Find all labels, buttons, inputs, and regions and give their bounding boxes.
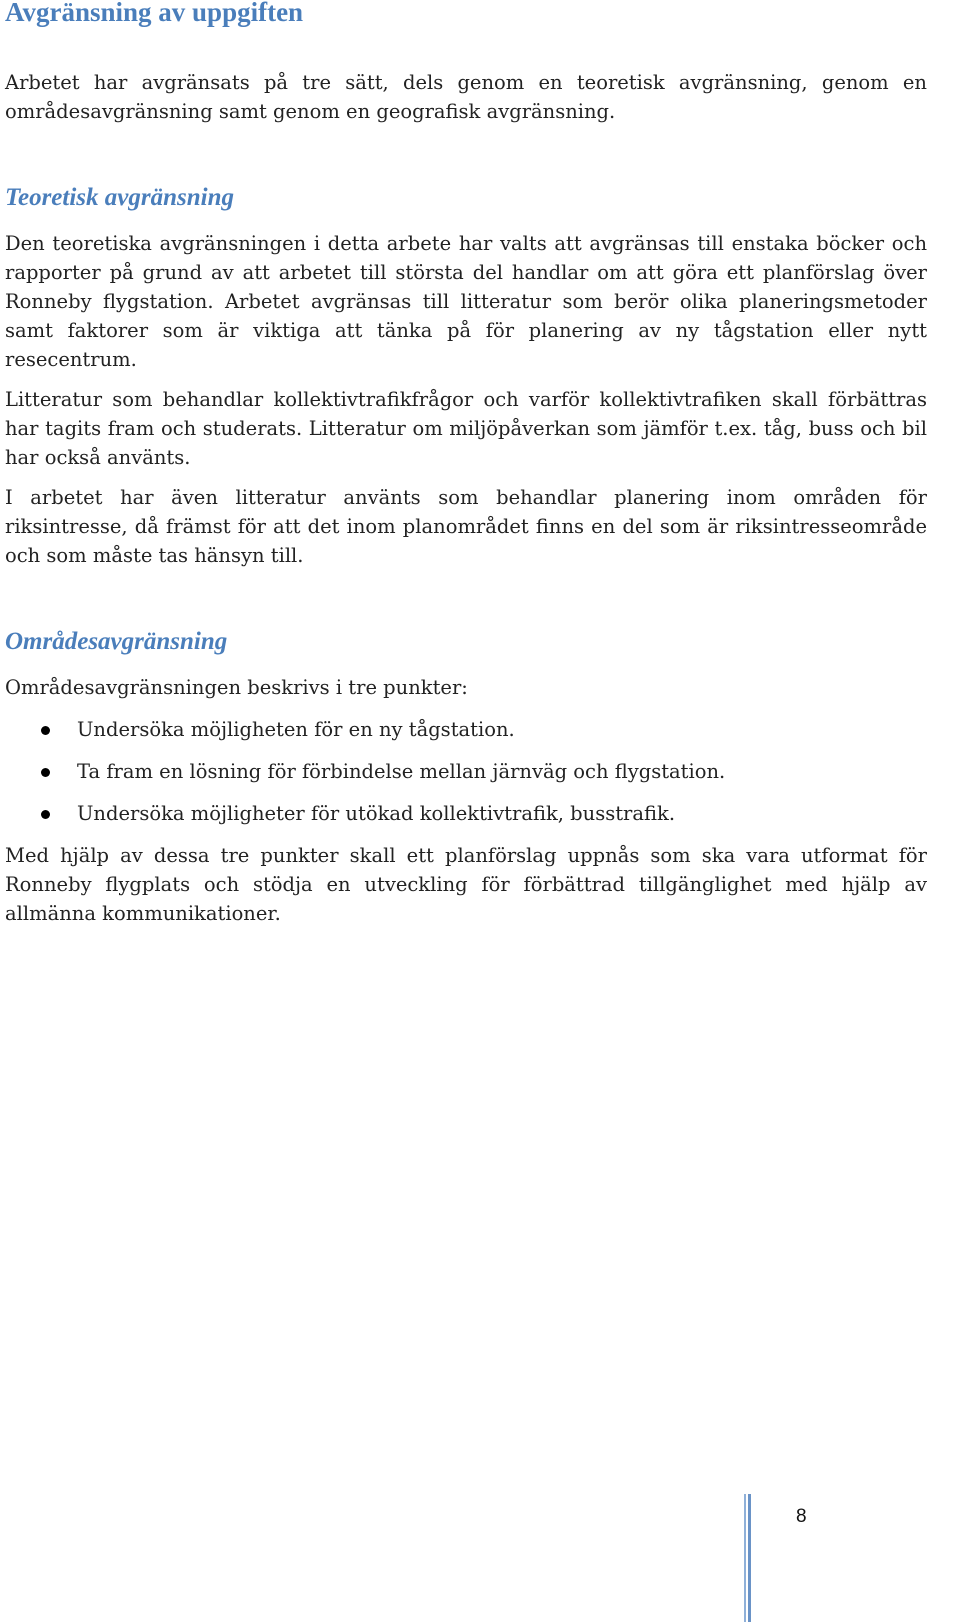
list-item bbox=[5, 757, 927, 786]
list-item-text: Undersöka möjligheter för utökad kollektivtrafik, busstrafik. bbox=[77, 802, 676, 825]
list-item-text: Ta fram en lösning för förbindelse mellan järnväg och flygstation. bbox=[77, 760, 726, 783]
theory-paragraph-1: Den teoretiska avgränsningen i detta arbete har valts att avgränsas till enstaka böcker och rapporter på grund av att arbetet till största del handlar om att göra ett planförslag över Ronneby flygstation. Arbetet avgränsas till litteratur som berör olika planeringsmetoder samt faktorer som är viktiga att tänka på för planering av ny tågstation eller nytt resecentrum. bbox=[5, 232, 927, 371]
section-title-theory: Teoretisk avgränsning bbox=[5, 184, 234, 211]
theory-paragraph-3: I arbetet har även litteratur använts som behandlar planering inom områden för riksintresse, då främst för att det inom planområdet finns en del som är riksintresseområde och som måste tas hänsyn till. bbox=[5, 486, 927, 567]
area-closing-paragraph: Med hjälp av dessa tre punkter skall ett planförslag uppnås som ska vara utformat för Ronneby flygplats och stödja en utveckling för förbättrad tillgänglighet med hjälp av allmänna kommunikationer. bbox=[5, 844, 927, 925]
bullet-icon bbox=[41, 768, 50, 777]
intro-paragraph: Arbetet har avgränsats på tre sätt, dels genom en teoretisk avgränsning, genom en områdesavgränsning samt genom en geografisk avgränsning. bbox=[5, 71, 927, 123]
area-lead-text: Områdesavgränsningen beskrivs i tre punkter: bbox=[5, 676, 468, 699]
theory-paragraph-2: Litteratur som behandlar kollektivtrafikfrågor och varför kollektivtrafiken skall förbättras har tagits fram och studerats. Litteratur om miljöpåverkan som jämför t.ex. tåg, buss och bil har också använts. bbox=[5, 388, 927, 469]
page-number: 8 bbox=[796, 1506, 807, 1527]
footer-divider bbox=[744, 1494, 754, 1622]
list-item bbox=[5, 799, 927, 828]
list-item bbox=[5, 715, 927, 744]
page-heading: Avgränsning av uppgiften bbox=[5, 0, 304, 27]
list-item-text: Undersöka möjligheten för en ny tågstation. bbox=[77, 718, 515, 741]
section-title-area: Områdesavgränsning bbox=[5, 628, 228, 655]
footer-bar-light bbox=[744, 1494, 746, 1622]
bullet-icon bbox=[41, 726, 50, 735]
bullet-icon bbox=[41, 810, 50, 819]
footer-bar-dark bbox=[748, 1494, 751, 1622]
